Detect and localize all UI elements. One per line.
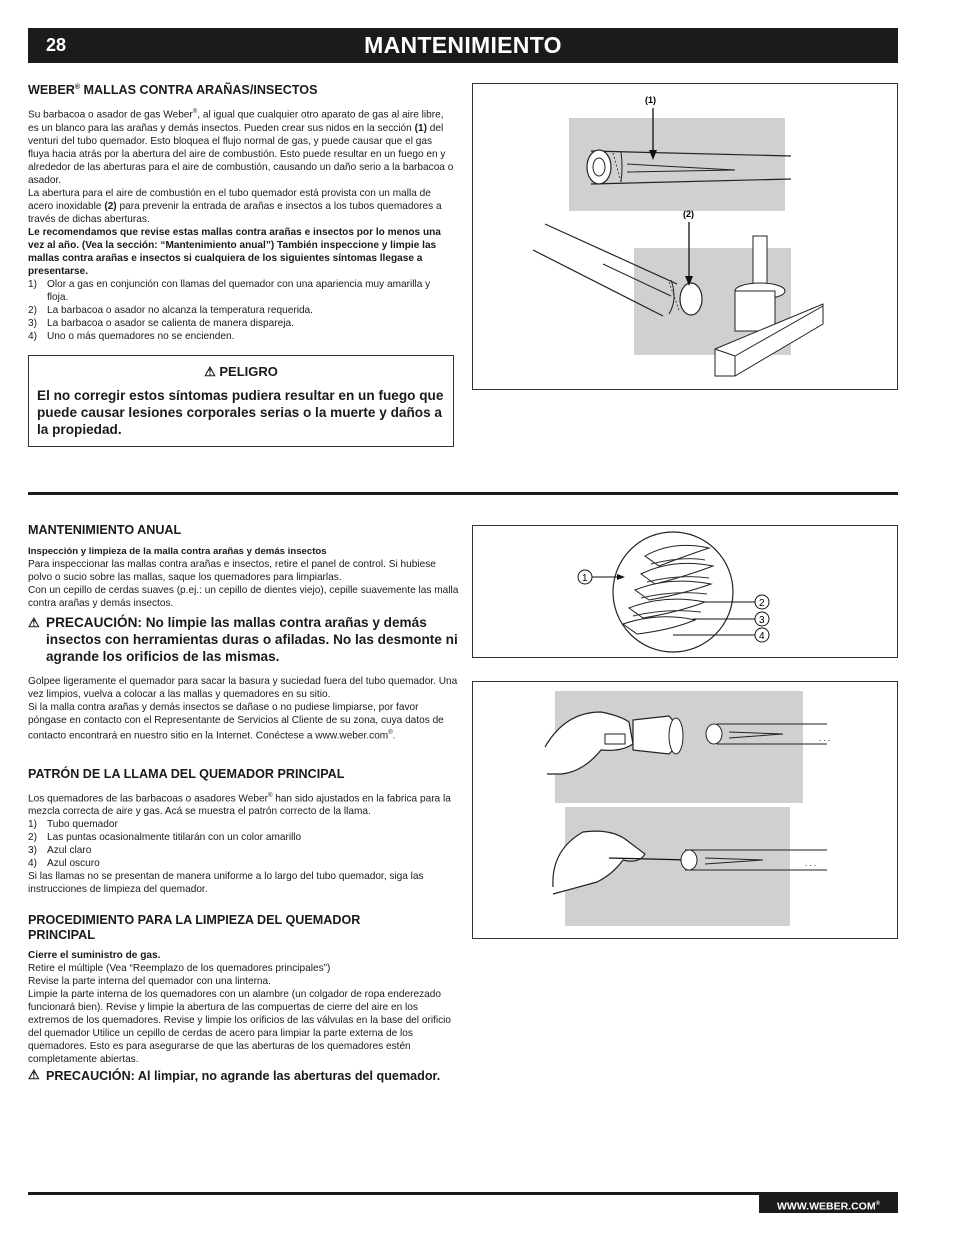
paragraph: Revise la parte interna del quemador con una linterna. <box>28 976 271 987</box>
page-number: 28 <box>46 35 67 55</box>
danger-heading: ⚠ PELIGRO <box>204 364 278 379</box>
flame-pattern-section <box>28 767 460 896</box>
caution-note: ⚠ PRECAUCIÓN: No limpie las mallas contra arañas y demás insectos con herramientas duras o afiladas. No las desmonte ni agrande los orificios de las mismas. <box>28 615 458 664</box>
section-divider <box>28 492 898 495</box>
warning-icon: ⚠ <box>204 364 216 379</box>
burner-screen-illustration <box>473 84 897 389</box>
list-item: 3) Azul claro <box>28 845 92 857</box>
subheading: Inspección y limpieza de la malla contra arañas y demás insectos <box>28 546 327 557</box>
paragraph: Para inspeccionar las mallas contra arañas e insectos, retire el panel de control. Si hubiese polvo o sucio sobre las mallas, saque los quemadores para limpiarlas. <box>28 559 436 583</box>
burner-cleaning-illustration <box>473 682 897 938</box>
page-title: MANTENIMIENTO <box>364 32 562 58</box>
section-heading: MANTENIMIENTO ANUAL <box>28 523 182 537</box>
paragraph: Con un cepillo de cerdas suaves (p.ej.: un cepillo de dientes viejo), cepille suavemente las malla contra arañas y demás insectos. <box>28 585 459 609</box>
list-item: 1) Olor a gas en conjunción con llamas del quemador con una apariencia muy amarilla y floja. <box>28 278 431 303</box>
svg-text:2: 2 <box>759 598 765 609</box>
warning-icon: ⚠ <box>28 1067 40 1082</box>
svg-text:(1): (1) <box>645 95 656 105</box>
subheading: Cierre el suministro de gas. <box>28 950 161 961</box>
symptom-list <box>28 278 454 343</box>
annual-maintenance-section <box>28 523 460 742</box>
list-item: 4) Uno o más quemadores no se encienden. <box>28 330 235 342</box>
spider-screen-section <box>28 80 454 343</box>
flame-pattern-figure <box>472 525 898 658</box>
danger-text: El no corregir estos síntomas pudiera resultar en un fuego que puede causar lesiones corporales serias o la muerte y daños a la propiedad. <box>37 388 444 437</box>
list-item: 3) La barbacoa o asador se calienta de manera dispareja. <box>28 317 294 329</box>
paragraph: Su barbacoa o asador de gas Weber®, al igual que cualquier otro aparato de gas al aire libre, es un blanco para las arañas y demás insectos. Pueden crear sus nidos en la sección (1) del venturi del tubo quemador. Esto bloquea el flujo normal de gas, y puede causar que el gas fluya hacia atrás por la abertura del aire de combustión. Esto puede resultar en un fuego en y alrededor de las aberturas para el aire de combustión, causando un daño serio a la barbacoa o asador. <box>28 109 454 186</box>
paragraph: La abertura para el aire de combustión en el tubo quemador está provista con un malla de acero inoxidable (2) para prevenir la entrada de arañas e insectos a los tubos quemadores a través de dichas aberturas. <box>28 187 442 225</box>
warning-icon: ⚠ <box>28 615 40 630</box>
svg-text:. . .: . . . <box>819 734 831 743</box>
svg-text:(2): (2) <box>683 209 694 219</box>
paragraph: Los quemadores de las barbacoas o asadores Weber® han sido ajustados en la fabrica para la mezcla correcta de aire y gas. Acá se muestra el patrón correcto de la llama. <box>28 793 451 818</box>
section-heading: PATRÓN DE LA LLAMA DEL QUEMADOR PRINCIPAL <box>28 767 345 781</box>
burner-cleaning-figure <box>472 681 898 939</box>
website-footer: WWW.WEBER.COM® <box>759 1195 898 1213</box>
flame-list <box>28 818 460 870</box>
paragraph: Si las llamas no se presentan de manera uniforme a lo largo del tubo quemador, siga las instrucciones de limpieza del quemador. <box>28 871 424 896</box>
flame-pattern-illustration <box>473 526 897 657</box>
list-item: 2) Las puntas ocasionalmente titilarán con un color amarillo <box>28 832 302 844</box>
list-item: 2) La barbacoa o asador no alcanza la temperatura requerida. <box>28 304 313 316</box>
svg-text:3: 3 <box>759 615 765 626</box>
paragraph: Retire el múltiple (Vea “Reemplazo de los quemadores principales”) <box>28 963 331 974</box>
list-item: 4) Azul oscuro <box>28 858 100 870</box>
paragraph: Limpie la parte interna de los quemadores con un alambre (un colgador de ropa enderezado funcionará bien). Revise y limpie la abertura de las compuertas de cierre del aire en los extremos de los quemadores. Revise y limpie los orificios de las válvulas en la base del orificio del quemador Utilice un cepillo de cerdas de acero para limpiar la parte externa de los quemadores. Esto es para asegurarse de que las aberturas de los quemadores estén completamente abiertas. <box>28 989 452 1065</box>
paragraph-bold: Le recomendamos que revise estas mallas contra arañas e insectos por lo menos una vez al año. (Vea la sección: “Mantenimiento anual”) También inspeccione y limpie las mallas contra arañas e insectos si cualquiera de los siguientes síntomas llegase a presentarse. <box>28 226 441 277</box>
section-heading: WEBER® MALLAS CONTRA ARAÑAS/INSECTOS <box>28 83 318 98</box>
svg-text:4: 4 <box>759 631 765 642</box>
svg-text:. . .: . . . <box>805 859 817 868</box>
paragraph: Golpee ligeramente el quemador para sacar la basura y suciedad fuera del tubo quemador. Una vez limpios, vuelva a colocar a las mallas y quemadores en su sitio. <box>28 676 458 700</box>
caution-note: ⚠ PRECAUCIÓN: Al limpiar, no agrande las aberturas del quemador. <box>28 1067 441 1083</box>
page-header <box>28 28 898 63</box>
list-item: 1) Tubo quemador <box>28 819 118 831</box>
svg-text:1: 1 <box>582 573 588 584</box>
danger-box <box>28 355 454 447</box>
burner-screen-figure <box>472 83 898 390</box>
paragraph: Si la malla contra arañas y demás insectos se dañase o no pudiese limpiarse, por favor póngase en contacto con el Representante de Servicios al Cliente de su zona, cuya datos de contacto encontrará en nuestro sitio en la Internet. Conéctese a www.weber.com®. <box>28 702 444 742</box>
section-heading: PROCEDIMIENTO PARA LA LIMPIEZA DEL QUEMADOR PRINCIPAL <box>28 913 361 942</box>
burner-cleaning-section <box>28 913 460 1084</box>
